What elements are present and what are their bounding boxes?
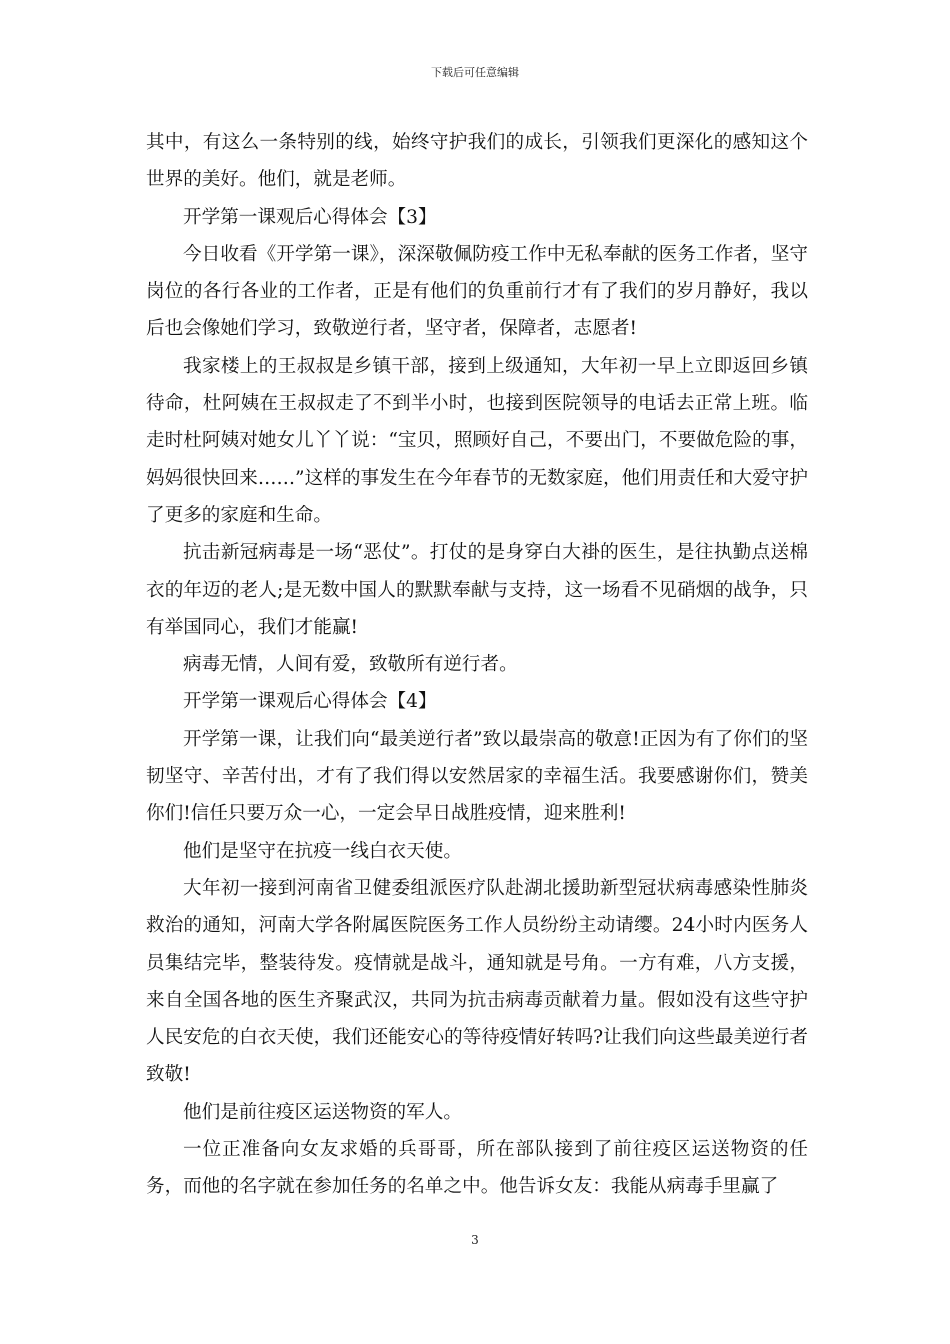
paragraph-9: 他们是坚守在抗疫一线白衣天使。 [183,840,462,862]
page-number: 3 [471,1233,479,1247]
section-heading-3: 开学第一课观后心得体会【3】 [183,206,437,228]
document-body [146,124,808,1206]
page-header-note: 下载后可任意编辑 [431,66,519,79]
section-heading-4: 开学第一课观后心得体会【4】 [183,691,437,713]
paragraph-10: 大年初一接到河南省卫健委组派医疗队赴湖北援助新型冠状病毒感染性肺炎救治的通知，河南大学各附属医院医务工作人员纷纷主动请缨。24小时内医务人员集结完毕，整装待发。疫情就是战斗，通知就是号角。一方有难，八方支援，来自全国各地的医生齐聚武汉，共同为抗击病毒贡献着力量。假如没有这些守护人民安危的白衣天使，我们还能安心的等待疫情好转吗?让我们向这些最美逆行者致敬! [146,877,808,1086]
paragraph-8: 开学第一课，让我们向“最美逆行者”致以最崇高的敬意!正因为有了你们的坚韧坚守、辛苦付出，才有了我们得以安然居家的幸福生活。我要感谢你们，赞美你们!信任只要万众一心，一定会早日战胜疫情，迎来胜利! [146,728,808,825]
paragraph-3: 今日收看《开学第一课》，深深敬佩防疫工作中无私奉献的医务工作者，坚守岗位的各行各业的工作者，正是有他们的负重前行才有了我们的岁月静好，我以后也会像她们学习，致敬逆行者，坚守者，保障者，志愿者! [146,243,808,340]
paragraph-5: 抗击新冠病毒是一场“恶仗”。打仗的是身穿白大褂的医生，是往执勤点送棉衣的年迈的老人;是无数中国人的默默奉献与支持，这一场看不见硝烟的战争，只有举国同心，我们才能赢! [146,542,808,638]
paragraph-4: 我家楼上的王叔叔是乡镇干部，接到上级通知，大年初一早上立即返回乡镇待命，杜阿姨在王叔叔走了不到半小时，也接到医院领导的电话去正常上班。临走时杜阿姨对她女儿丫丫说：“宝贝，照顾好自己，不要出门，不要做危险的事，妈妈很快回来……”这样的事发生在今年春节的无数家庭，他们用责任和大爱守护了更多的家庭和生命。 [146,355,808,526]
paragraph-12: 一位正准备向女友求婚的兵哥哥，所在部队接到了前往疫区运送物资的任务，而他的名字就在参加任务的名单之中。他告诉女友：我能从病毒手里赢了 [146,1139,808,1198]
paragraph-11: 他们是前往疫区运送物资的军人。 [183,1101,462,1123]
paragraph-6: 病毒无情，人间有爱，致敬所有逆行者。 [183,654,518,676]
paragraph-1: 其中，有这么一条特别的线，始终守护我们的成长，引领我们更深化的感知这个世界的美好。他们，就是老师。 [146,132,808,191]
